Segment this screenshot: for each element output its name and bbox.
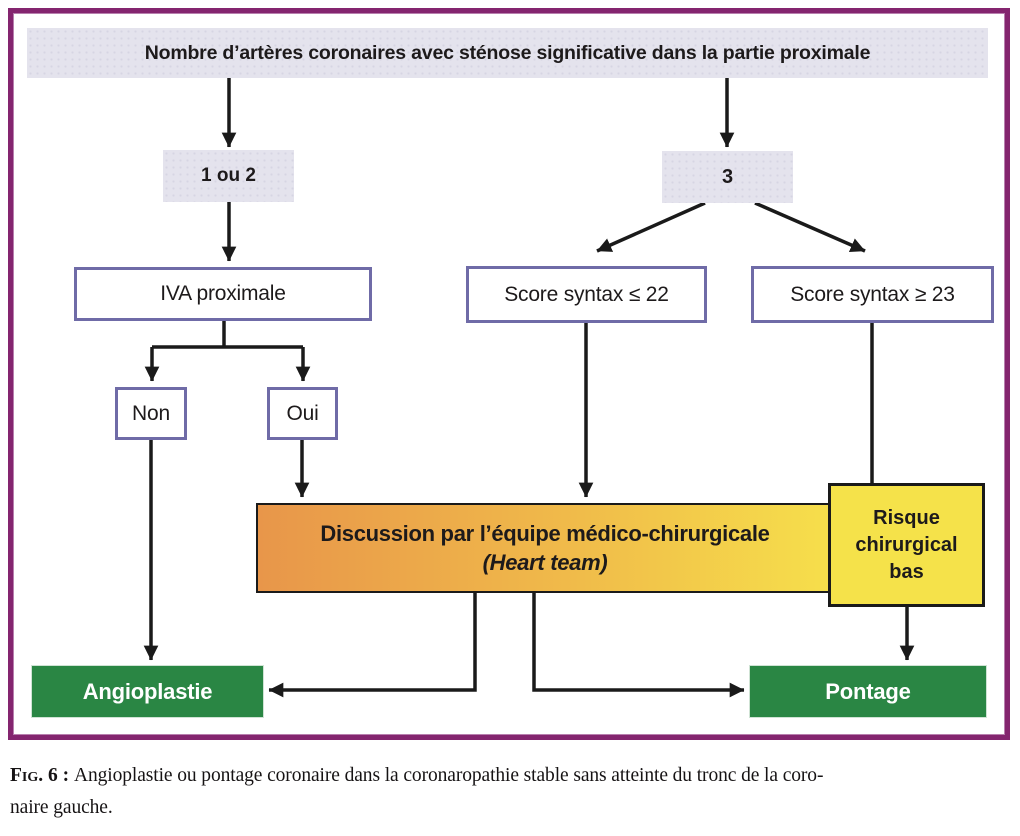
discussion-text: Discussion par l’équipe médico-chirurgicale [320,521,770,546]
node-heart-team-discussion [256,503,834,593]
arrow-3-to-syntax-high [755,203,865,251]
figure-caption-line1: Angioplastie ou pontage coronaire dans la coronaropathie stable sans atteinte du tronc de la coro- [74,765,824,786]
node-1-ou-2: 1 ou 2 [163,150,294,202]
figure-caption-label: Fig. 6 : [10,765,74,786]
discussion-heart-team-text: (Heart team) [482,550,608,575]
node-angioplastie: Angioplastie [32,666,263,717]
arrow-3-to-syntax-low [597,203,705,251]
node-non: Non [115,387,187,440]
arrow-discussion-to-pontage [534,593,744,690]
arrow-discussion-to-angioplastie [269,593,475,690]
node-root-question: Nombre d’artères coronaires avec sténose significative dans la partie proximale [27,28,988,78]
node-iva-proximale: IVA proximale [74,267,372,321]
node-score-syntax-low: Score syntax ≤ 22 [466,266,707,323]
node-risque-chirurgical-bas: Risque chirurgical bas [828,483,985,607]
figure-caption-line2: naire gauche. [10,797,113,818]
node-3: 3 [662,151,793,203]
node-score-syntax-high: Score syntax ≥ 23 [751,266,994,323]
node-pontage: Pontage [750,666,986,717]
node-oui: Oui [267,387,338,440]
